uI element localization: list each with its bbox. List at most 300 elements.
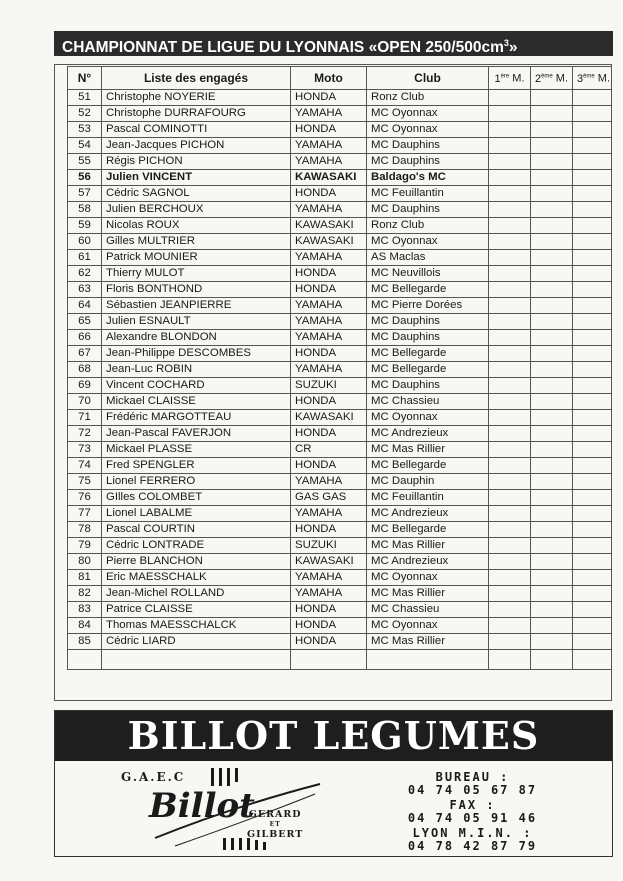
cell-club: MC Mas Rillier [367,586,489,602]
cell-name: Thierry MULOT [102,266,291,282]
cell-club: MC Chassieu [367,602,489,618]
cell-name: Régis PICHON [102,154,291,170]
cell-name: Floris BONTHOND [102,282,291,298]
manche-2-ordinal: 2 [534,72,542,85]
table-row [68,394,613,410]
cell-moto: YAMAHA [291,362,367,378]
table-row [68,218,613,234]
cell-manche-3 [573,634,613,650]
cell-number: 77 [68,506,102,522]
cell-manche-3 [573,106,613,122]
cell-number: 76 [68,490,102,506]
cell-name: Pascal COMINOTTI [102,122,291,138]
cell-name: Jean-Luc ROBIN [102,362,291,378]
cell-manche-1 [489,506,531,522]
cell-manche-3 [573,410,613,426]
cell-club: MC Oyonnax [367,106,489,122]
cell-manche-1 [489,170,531,186]
cell-manche-3 [573,362,613,378]
cell-manche-2 [531,570,573,586]
cell-moto: SUZUKI [291,378,367,394]
cell-manche-2 [531,266,573,282]
table-row [68,346,613,362]
table-row [68,250,613,266]
cell-manche-3 [573,570,613,586]
cell-number: 73 [68,442,102,458]
cell-manche-3 [573,314,613,330]
cell-moto: YAMAHA [291,330,367,346]
table-row [68,330,613,346]
table-row [68,122,613,138]
cell-number: 80 [68,554,102,570]
cell-name: GIlles COLOMBET [102,490,291,506]
cell-number: 83 [68,602,102,618]
cell-club: Ronz Club [367,90,489,106]
cell-manche-3 [573,330,613,346]
cell-moto: YAMAHA [291,106,367,122]
cell-moto: YAMAHA [291,154,367,170]
cell-manche-3 [573,538,613,554]
manche-2-suffix: ème [541,73,553,80]
cell-name: Sébastien JEANPIERRE [102,298,291,314]
page-title-banner [54,31,613,56]
cell-club: MC Oyonnax [367,570,489,586]
cell-manche-2 [531,298,573,314]
table-row [68,650,613,670]
cell-club: MC Andrezieux [367,554,489,570]
cell-moto: GAS GAS [291,490,367,506]
cell-manche-1 [489,138,531,154]
logo-owners [247,810,303,840]
cell-name: Mickael CLAISSE [102,394,291,410]
cell-club: MC Bellegarde [367,522,489,538]
table-row [68,602,613,618]
cell-manche-3 [573,378,613,394]
cell-manche-2 [531,218,573,234]
cell-manche-1 [489,90,531,106]
manche-2-label: M. [552,72,569,85]
cell-manche-3 [573,202,613,218]
cell-number: 71 [68,410,102,426]
cell-club: MC Oyonnax [367,618,489,634]
cell-moto: HONDA [291,426,367,442]
cell-name: Pascal COURTIN [102,522,291,538]
cell-manche-3 [573,474,613,490]
cell-manche-1 [489,618,531,634]
cell-name: Gilles MULTRIER [102,234,291,250]
cell-number: 78 [68,522,102,538]
cell-manche-2 [531,330,573,346]
cell-club: MC Oyonnax [367,122,489,138]
cell-name: Frédéric MARGOTTEAU [102,410,291,426]
cell-manche-1 [489,122,531,138]
page-title-end: » [508,39,518,56]
cell-number: 57 [68,186,102,202]
cell-name: Alexandre BLONDON [102,330,291,346]
cell-name: Jean-Philippe DESCOMBES [102,346,291,362]
cell-manche-3 [573,170,613,186]
cell-manche-1 [489,106,531,122]
cell-manche-3 [573,186,613,202]
cell-manche-3 [573,426,613,442]
table-row [68,154,613,170]
table-row [68,634,613,650]
cell-manche-3 [573,602,613,618]
cell-name: Julien VINCENT [102,170,291,186]
cell-manche-1 [489,458,531,474]
contact-label: LYON M.I.N. : [412,826,533,840]
cell-manche-1 [489,570,531,586]
cell-manche-1 [489,314,531,330]
cell-club: MC Dauphins [367,330,489,346]
page-title-superscript: 3 [503,38,509,48]
cell-club: MC Andrezieux [367,506,489,522]
table-row [68,298,613,314]
table-row [68,490,613,506]
cell-manche-1 [489,394,531,410]
cell-moto: YAMAHA [291,586,367,602]
cell-number: 79 [68,538,102,554]
cell-club: MC Chassieu [367,394,489,410]
cell-club: MC Feuillantin [367,186,489,202]
cell-name [102,650,291,670]
cell-manche-1 [489,522,531,538]
cell-manche-1 [489,586,531,602]
cell-club: MC Bellegarde [367,346,489,362]
cell-moto: HONDA [291,122,367,138]
cell-club: MC Bellegarde [367,282,489,298]
cell-manche-1 [489,218,531,234]
cell-manche-3 [573,458,613,474]
cell-club: Baldago's MC [367,170,489,186]
cell-club: Ronz Club [367,218,489,234]
table-row [68,570,613,586]
contact-phone: 04 74 05 91 46 [407,811,538,825]
owner-et: ET [269,821,281,828]
cell-moto: HONDA [291,634,367,650]
contact-phone: 04 78 42 87 79 [407,839,538,853]
cell-moto: HONDA [291,618,367,634]
cell-manche-2 [531,202,573,218]
table-row [68,266,613,282]
cell-moto: KAWASAKI [291,218,367,234]
table-row [68,618,613,634]
cell-name: Vincent COCHARD [102,378,291,394]
cell-moto [291,650,367,670]
cell-number: 54 [68,138,102,154]
column-header-number: N° [68,67,102,90]
cell-manche-1 [489,266,531,282]
cell-name: Jean-Michel ROLLAND [102,586,291,602]
cell-manche-3 [573,154,613,170]
cell-manche-2 [531,346,573,362]
cell-manche-3 [573,122,613,138]
cell-manche-3 [573,506,613,522]
cell-moto: HONDA [291,458,367,474]
table-row [68,474,613,490]
cell-number: 62 [68,266,102,282]
cell-club: MC Bellegarde [367,458,489,474]
table-row [68,234,613,250]
cell-moto: YAMAHA [291,298,367,314]
cell-manche-3 [573,618,613,634]
cell-name: Thomas MAESSCHALCK [102,618,291,634]
cell-manche-2 [531,186,573,202]
table-row [68,282,613,298]
cell-manche-3 [573,218,613,234]
contact-label: BUREAU : [435,770,510,784]
cell-manche-3 [573,250,613,266]
manche-3-ordinal: 3 [576,72,584,85]
cell-manche-2 [531,394,573,410]
cell-moto: YAMAHA [291,202,367,218]
cell-manche-1 [489,474,531,490]
cell-manche-3 [573,554,613,570]
contact-item [355,771,590,797]
cell-number: 60 [68,234,102,250]
contact-label: FAX : [449,798,496,812]
cell-manche-3 [573,394,613,410]
table-row [68,554,613,570]
manche-1-label: M. [509,72,525,85]
cell-manche-2 [531,522,573,538]
cell-club [367,650,489,670]
cell-moto: SUZUKI [291,538,367,554]
cell-name: Pierre BLANCHON [102,554,291,570]
cell-manche-1 [489,442,531,458]
cell-number [68,650,102,670]
cell-club: MC Mas Rillier [367,442,489,458]
cell-manche-2 [531,378,573,394]
cell-manche-1 [489,250,531,266]
cell-manche-2 [531,634,573,650]
cell-name: Jean-Pascal FAVERJON [102,426,291,442]
column-header-name: Liste des engagés [102,67,291,90]
logo-gaec: G.A.E.C [121,770,186,784]
cell-manche-2 [531,282,573,298]
cell-moto: YAMAHA [291,506,367,522]
cell-number: 72 [68,426,102,442]
cell-manche-1 [489,346,531,362]
manche-1-suffix: ère [500,73,510,80]
cell-moto: HONDA [291,186,367,202]
cell-manche-2 [531,138,573,154]
cell-number: 84 [68,618,102,634]
cell-club: MC Mas Rillier [367,538,489,554]
cell-moto: HONDA [291,266,367,282]
cell-manche-2 [531,90,573,106]
cell-manche-3 [573,266,613,282]
table-row [68,442,613,458]
cell-number: 65 [68,314,102,330]
cell-manche-3 [573,138,613,154]
advert-headline: BILLOT LEGUMES [55,711,612,761]
cell-manche-3 [573,650,613,670]
column-header-moto: Moto [291,67,367,90]
cell-manche-1 [489,378,531,394]
entries-table [67,66,612,670]
cell-manche-2 [531,314,573,330]
cell-club: MC Dauphin [367,474,489,490]
table-row [68,106,613,122]
cell-club: MC Dauphins [367,314,489,330]
column-header-manche-2 [531,67,573,90]
table-row [68,410,613,426]
cell-manche-1 [489,650,531,670]
cell-name: Julien BERCHOUX [102,202,291,218]
table-row [68,170,613,186]
logo-name: Billot [149,786,255,826]
cell-manche-2 [531,410,573,426]
cell-club: MC Pierre Dorées [367,298,489,314]
cell-club: MC Neuvillois [367,266,489,282]
cell-name: Patrice CLAISSE [102,602,291,618]
cell-number: 55 [68,154,102,170]
cell-manche-1 [489,490,531,506]
cell-manche-1 [489,426,531,442]
cell-manche-2 [531,586,573,602]
cell-name: Fred SPENGLER [102,458,291,474]
contact-phone: 04 74 05 67 87 [407,783,538,797]
table-row [68,458,613,474]
contact-item [355,799,590,825]
cell-manche-3 [573,282,613,298]
cell-manche-1 [489,282,531,298]
table-row [68,314,613,330]
cell-club: MC Andrezieux [367,426,489,442]
cell-number: 56 [68,170,102,186]
cell-name: Jean-Jacques PICHON [102,138,291,154]
cell-manche-2 [531,618,573,634]
cell-moto: KAWASAKI [291,554,367,570]
cell-club: MC Dauphins [367,378,489,394]
cell-name: Nicolas ROUX [102,218,291,234]
cell-manche-3 [573,522,613,538]
cell-manche-2 [531,234,573,250]
cell-manche-1 [489,410,531,426]
table-row [68,538,613,554]
cell-moto: HONDA [291,346,367,362]
cell-manche-2 [531,474,573,490]
cell-club: MC Oyonnax [367,410,489,426]
cell-name: Lionel FERRERO [102,474,291,490]
cell-manche-1 [489,330,531,346]
cell-moto: KAWASAKI [291,170,367,186]
cell-manche-3 [573,90,613,106]
column-header-manche-3 [573,67,613,90]
table-row [68,506,613,522]
column-header-manche-1 [489,67,531,90]
cell-club: MC Dauphins [367,202,489,218]
billot-logo [115,766,325,854]
cell-number: 66 [68,330,102,346]
cell-manche-2 [531,426,573,442]
cell-manche-1 [489,186,531,202]
cell-moto: CR [291,442,367,458]
contact-item [355,827,590,853]
cell-number: 74 [68,458,102,474]
manche-3-label: M. [594,72,611,85]
cell-moto: YAMAHA [291,314,367,330]
owner-2: GILBERT [247,829,304,840]
cell-manche-1 [489,154,531,170]
cell-manche-3 [573,234,613,250]
cell-number: 59 [68,218,102,234]
cell-number: 82 [68,586,102,602]
cell-manche-2 [531,458,573,474]
entries-table-frame [54,64,612,701]
cell-moto: HONDA [291,90,367,106]
cell-manche-1 [489,202,531,218]
cell-manche-2 [531,442,573,458]
cell-manche-1 [489,234,531,250]
cell-moto: HONDA [291,522,367,538]
manche-3-suffix: ème [583,73,595,80]
cell-number: 69 [68,378,102,394]
cell-manche-3 [573,298,613,314]
table-row [68,362,613,378]
cell-club: MC Feuillantin [367,490,489,506]
cell-manche-2 [531,362,573,378]
cell-manche-2 [531,490,573,506]
page-title: CHAMPIONNAT DE LIGUE DU LYONNAIS «OPEN 250/500cm [62,39,504,56]
cell-moto: HONDA [291,602,367,618]
cell-manche-1 [489,634,531,650]
cell-manche-3 [573,346,613,362]
cell-number: 64 [68,298,102,314]
table-row [68,522,613,538]
cell-manche-2 [531,506,573,522]
cell-number: 85 [68,634,102,650]
cell-moto: YAMAHA [291,474,367,490]
table-row [68,186,613,202]
advertisement [54,710,613,857]
cell-name: Christophe NOYERIE [102,90,291,106]
cell-name: Mickael PLASSE [102,442,291,458]
cell-number: 67 [68,346,102,362]
cell-name: Julien ESNAULT [102,314,291,330]
cell-name: Christophe DURRAFOURG [102,106,291,122]
table-row [68,202,613,218]
table-row [68,138,613,154]
cell-name: Cédric LIARD [102,634,291,650]
cell-number: 63 [68,282,102,298]
cell-manche-3 [573,442,613,458]
contact-list [355,771,590,855]
table-header-row [68,67,613,90]
cell-manche-2 [531,250,573,266]
cell-number: 68 [68,362,102,378]
cell-manche-1 [489,538,531,554]
cell-number: 51 [68,90,102,106]
cell-moto: YAMAHA [291,570,367,586]
cell-manche-1 [489,554,531,570]
cell-moto: KAWASAKI [291,410,367,426]
cell-manche-3 [573,490,613,506]
cell-name: Lionel LABALME [102,506,291,522]
cell-manche-2 [531,554,573,570]
cell-club: MC Dauphins [367,138,489,154]
cell-club: MC Oyonnax [367,234,489,250]
cell-moto: HONDA [291,394,367,410]
cell-number: 52 [68,106,102,122]
cell-name: Cédric SAGNOL [102,186,291,202]
manche-1-ordinal: 1 [494,72,501,85]
cell-number: 81 [68,570,102,586]
cell-moto: KAWASAKI [291,234,367,250]
table-row [68,378,613,394]
cell-club: AS Maclas [367,250,489,266]
